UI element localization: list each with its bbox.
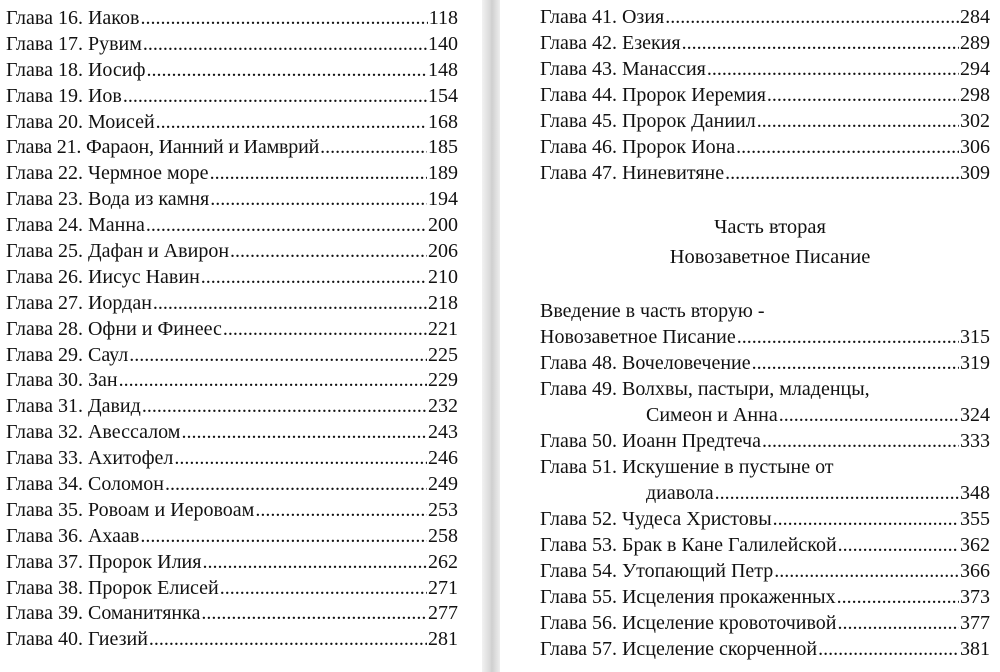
toc-entry — [6, 550, 458, 576]
leader-dots — [707, 56, 959, 82]
toc-entry-page: 246 — [428, 447, 458, 470]
toc-entry-label: Глава 19. Иов — [6, 84, 122, 107]
toc-entry-page: 309 — [960, 162, 990, 184]
toc-entry — [6, 317, 458, 343]
toc-entry-label: Глава 34. Соломон — [6, 473, 165, 496]
leader-dots — [682, 30, 959, 56]
toc-entry-label: Глава 37. Пророк Илия — [6, 550, 202, 573]
toc-entry — [540, 532, 990, 558]
toc-entry-page: 319 — [960, 352, 990, 374]
toc-list-right-bottom — [540, 298, 990, 662]
toc-entry-label: диавола — [646, 482, 714, 504]
toc-entry-page: 355 — [960, 508, 990, 530]
leader-dots — [757, 108, 959, 134]
leader-dots — [143, 32, 427, 58]
toc-entry — [6, 135, 458, 161]
toc-entry-page: 377 — [960, 612, 990, 634]
toc-entry-label: Глава 30. Зан — [6, 369, 118, 392]
leader-dots — [202, 550, 427, 576]
toc-entry — [6, 601, 458, 627]
toc-entry-page: 229 — [428, 369, 458, 392]
toc-entry-label: Глава 45. Пророк Даниил — [540, 110, 756, 132]
toc-entry-page: 281 — [428, 628, 458, 651]
toc-entry-page: 258 — [428, 524, 458, 547]
leader-dots — [752, 350, 959, 376]
toc-entry — [6, 498, 458, 524]
leader-dots — [181, 420, 427, 446]
toc-entry-label: Глава 52. Чудеса Христовы — [540, 508, 772, 530]
leader-dots — [725, 160, 959, 186]
leader-dots — [715, 480, 959, 506]
toc-entry — [6, 239, 458, 265]
toc-entry-page: 306 — [960, 136, 990, 158]
toc-entry-page: 168 — [428, 110, 458, 133]
leader-dots — [762, 428, 959, 454]
toc-entry-label: Глава 55. Исцеления прокаженных — [540, 586, 836, 608]
toc-entry — [6, 627, 458, 653]
toc-entry — [540, 30, 990, 56]
toc-entry — [6, 524, 458, 550]
toc-entry-page: 185 — [428, 136, 458, 159]
toc-entry-label: Глава 42. Езекия — [540, 32, 681, 54]
toc-entry-label: Глава 17. Рувим — [6, 32, 142, 55]
toc-entry-page: 232 — [428, 395, 458, 418]
toc-entry — [6, 576, 458, 602]
toc-entry-page: 362 — [960, 534, 990, 556]
toc-entry-heading — [540, 298, 990, 324]
toc-entry-label: Глава 32. Авессалом — [6, 421, 181, 444]
toc-entry-heading — [540, 454, 990, 480]
toc-entry-page: 200 — [428, 214, 458, 237]
toc-entry — [540, 402, 990, 428]
toc-entry — [6, 6, 458, 32]
toc-entry — [6, 394, 458, 420]
toc-entry-label: Глава 48. Вочеловечение — [540, 352, 751, 374]
toc-entry-label: Симеон и Анна — [646, 404, 778, 426]
toc-entry-page: 218 — [428, 291, 458, 314]
toc-entry-label: Глава 16. Иаков — [6, 7, 140, 29]
toc-entry-page: 302 — [960, 110, 990, 132]
toc-entry — [540, 558, 990, 584]
leader-dots — [149, 627, 427, 653]
toc-entry-label: Глава 31. Давид — [6, 395, 141, 418]
toc-entry-page: 253 — [428, 498, 458, 521]
toc-entry-label: Глава 27. Иордан — [6, 291, 152, 314]
toc-entry-label: Глава 26. Иисус Навин — [6, 265, 200, 288]
toc-entry — [540, 160, 990, 186]
toc-entry-label: Глава 47. Ниневитяне — [540, 162, 725, 184]
right-page — [500, 0, 1000, 672]
leader-dots — [779, 402, 959, 428]
toc-entry-page: 333 — [960, 430, 990, 452]
leader-dots — [230, 239, 427, 265]
toc-entry — [540, 610, 990, 636]
toc-entry-label: Глава 51. Искушение в пустыне от — [540, 456, 834, 478]
toc-entry — [6, 213, 458, 239]
toc-entry — [6, 265, 458, 291]
toc-entry-page: 154 — [428, 84, 458, 107]
toc-entry-label: Глава 24. Манна — [6, 214, 145, 237]
toc-entry-page: 148 — [428, 58, 458, 81]
toc-entry — [6, 161, 458, 187]
toc-entry-page: 194 — [428, 188, 458, 211]
toc-list-left — [6, 6, 458, 653]
toc-entry-page: 289 — [960, 32, 990, 54]
toc-entry-label: Глава 43. Манассия — [540, 58, 706, 80]
toc-entry — [540, 4, 990, 30]
leader-dots — [838, 610, 959, 636]
toc-entry — [540, 82, 990, 108]
toc-entry-page: 249 — [428, 473, 458, 496]
toc-entry-label: Глава 49. Волхвы, пастыри, младенцы, — [540, 378, 870, 400]
leader-dots — [201, 601, 427, 627]
leader-dots — [838, 532, 959, 558]
toc-entry — [540, 56, 990, 82]
leader-dots — [119, 368, 427, 394]
toc-entry — [6, 420, 458, 446]
leader-dots — [210, 161, 427, 187]
book-gutter — [482, 0, 500, 672]
toc-entry-page: 118 — [428, 7, 458, 29]
leader-dots — [220, 576, 427, 602]
toc-entry-page: 206 — [428, 240, 458, 263]
toc-entry-page: 262 — [428, 550, 458, 573]
toc-entry-label: Глава 18. Иосиф — [6, 58, 146, 81]
toc-entry-page: 210 — [428, 265, 458, 288]
toc-entry — [6, 368, 458, 394]
toc-entry-label: Новозаветное Писание — [540, 326, 736, 348]
leader-dots — [201, 265, 427, 291]
toc-entry-label: Глава 22. Чермное море — [6, 162, 209, 185]
toc-entry-page: 298 — [960, 84, 990, 106]
toc-entry — [540, 480, 990, 506]
toc-entry — [6, 187, 458, 213]
toc-entry-label: Глава 33. Ахитофел — [6, 447, 174, 470]
toc-entry-label: Глава 46. Пророк Иона — [540, 136, 736, 158]
toc-entry-label: Глава 21. Фараон, Ианний и Иамврий — [6, 136, 320, 159]
toc-entry — [6, 472, 458, 498]
leader-dots — [737, 324, 959, 350]
leader-dots — [146, 58, 427, 84]
toc-entry-label: Глава 40. Гиезий — [6, 628, 148, 651]
toc-entry — [540, 134, 990, 160]
toc-entry — [540, 636, 990, 662]
leader-dots — [210, 187, 427, 213]
toc-entry — [540, 584, 990, 610]
part-subtitle: Новозаветное Писание — [669, 246, 871, 268]
toc-entry-label: Глава 23. Вода из камня — [6, 188, 210, 211]
toc-entry-page: 271 — [428, 576, 458, 599]
leader-dots — [255, 498, 427, 524]
leader-dots — [123, 84, 427, 110]
toc-entry — [6, 58, 458, 84]
leader-dots — [837, 584, 959, 610]
leader-dots — [767, 82, 959, 108]
leader-dots — [774, 558, 959, 584]
toc-entry-label: Глава 38. Пророк Елисей — [6, 576, 219, 599]
toc-entry-page: 348 — [960, 482, 990, 504]
toc-entry-page: 221 — [428, 317, 458, 340]
toc-entry-page: 189 — [428, 162, 458, 185]
leader-dots — [223, 317, 427, 343]
leader-dots — [736, 134, 959, 160]
left-page — [0, 0, 482, 672]
toc-entry-label: Глава 57. Исцеление скорченной — [540, 638, 818, 660]
toc-entry-label: Глава 29. Саул — [6, 343, 129, 366]
toc-entry-page: 277 — [428, 602, 458, 625]
toc-entry — [6, 32, 458, 58]
toc-entry-page: 315 — [960, 326, 990, 348]
toc-entry-page: 243 — [428, 421, 458, 444]
toc-entry-label: Глава 35. Ровоам и Иеровоам — [6, 498, 255, 521]
leader-dots — [320, 135, 427, 161]
toc-entry — [6, 84, 458, 110]
toc-entry-label: Глава 50. Иоанн Предтеча — [540, 430, 761, 452]
toc-entry-page: 294 — [960, 58, 990, 80]
leader-dots — [140, 6, 427, 32]
toc-entry-label: Глава 20. Моисей — [6, 110, 155, 133]
toc-entry-heading — [540, 376, 990, 402]
toc-entry-label: Введение в часть вторую - — [540, 300, 765, 322]
toc-entry-page: 373 — [960, 586, 990, 608]
toc-entry-label: Глава 53. Брак в Кане Галилейской — [540, 534, 837, 556]
leader-dots — [818, 636, 959, 662]
toc-entry — [540, 506, 990, 532]
toc-entry-page: 366 — [960, 560, 990, 582]
toc-entry-page: 324 — [960, 404, 990, 426]
toc-list-right-top — [540, 4, 990, 186]
toc-entry-label: Глава 44. Пророк Иеремия — [540, 84, 766, 106]
toc-entry — [540, 428, 990, 454]
toc-entry-page: 140 — [428, 32, 458, 55]
toc-entry-label: Глава 56. Исцеление кровоточивой — [540, 612, 837, 634]
leader-dots — [665, 4, 959, 30]
toc-entry — [6, 291, 458, 317]
leader-dots — [153, 291, 427, 317]
toc-entry — [540, 350, 990, 376]
leader-dots — [146, 213, 427, 239]
leader-dots — [142, 394, 427, 420]
leader-dots — [156, 110, 427, 136]
toc-entry-page: 225 — [428, 343, 458, 366]
toc-entry-label: Глава 25. Дафан и Авирон — [6, 240, 230, 263]
toc-entry-page: 284 — [960, 6, 990, 28]
toc-entry-label: Глава 36. Ахаав — [6, 524, 140, 547]
toc-entry-page: 381 — [960, 638, 990, 660]
toc-entry — [6, 343, 458, 369]
toc-entry — [540, 324, 990, 350]
leader-dots — [174, 446, 427, 472]
toc-entry-label: Глава 39. Соманитянка — [6, 602, 201, 625]
toc-entry — [540, 108, 990, 134]
toc-entry-label: Глава 28. Офни и Финеес — [6, 317, 222, 340]
toc-entry — [6, 446, 458, 472]
part-title: Часть вторая — [714, 216, 826, 238]
leader-dots — [773, 506, 959, 532]
leader-dots — [165, 472, 427, 498]
toc-entry-label: Глава 41. Озия — [540, 6, 665, 28]
toc-entry — [6, 110, 458, 136]
leader-dots — [129, 343, 427, 369]
toc-entry-label: Глава 54. Утопающий Петр — [540, 560, 774, 582]
leader-dots — [140, 524, 427, 550]
